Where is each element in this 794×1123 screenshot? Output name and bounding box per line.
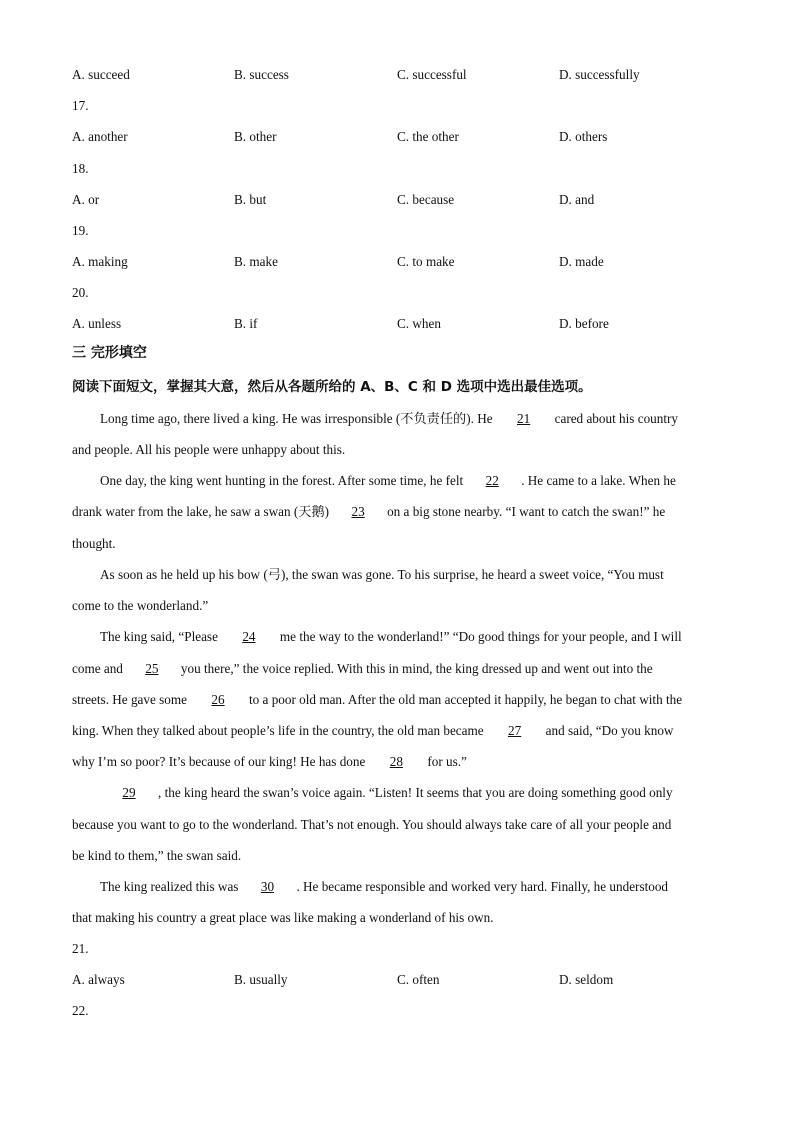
passage-line: thought. (72, 536, 116, 551)
option-a: A. succeed (72, 67, 130, 82)
passage-line: be kind to them,” the swan said. (72, 848, 242, 863)
passage-line (100, 784, 720, 802)
text: for us.” (427, 754, 467, 769)
text: . He became responsible and worked very hard. Finally, he understood (296, 879, 669, 894)
blank-25: 25 (145, 661, 159, 676)
passage-line (100, 878, 720, 896)
blank-29: 29 (122, 785, 136, 800)
text: The king realized this was (100, 879, 239, 894)
section-instruction: 阅读下面短文，掌握其大意，然后从各题所给的 A、B、C 和 D 选项中选出最佳选项。 (72, 379, 592, 395)
passage-line: come to the wonderland.” (72, 598, 209, 613)
question-number: 22. (72, 1003, 89, 1018)
text: you there,” the voice replied. With this in mind, the king dressed up and went out into the (180, 661, 653, 676)
blank-23: 23 (351, 504, 365, 519)
text: why I’m so poor? It’s because of our king! He has done (72, 754, 366, 769)
question-19-options (72, 253, 732, 271)
blank-30: 30 (260, 879, 275, 894)
passage-line (100, 472, 720, 490)
blank-26: 26 (211, 692, 225, 707)
option-a: A. unless (72, 316, 122, 331)
section-title: 三 完形填空 (72, 345, 147, 361)
option-c: C. successful (397, 67, 467, 82)
question-21-options (72, 971, 732, 989)
option-b: B. other (234, 129, 277, 144)
question-16-options (72, 66, 732, 84)
passage-line: that making his country a great place was like making a wonderland of his own. (72, 910, 494, 925)
option-a: A. making (72, 254, 128, 269)
text: king. When they talked about people’s life in the country, the old man became (72, 723, 484, 738)
text: on a big stone nearby. “I want to catch the swan!” he (387, 504, 666, 519)
option-a: A. always (72, 972, 125, 987)
text: me the way to the wonderland!” “Do good things for your people, and I will (279, 629, 682, 644)
passage-line: and people. All his people were unhappy about this. (72, 442, 346, 457)
option-c: C. when (397, 316, 441, 331)
passage-line: because you want to go to the wonderland. That’s not enough. You should always take care of all your people and (72, 817, 672, 832)
blank-24: 24 (242, 629, 256, 644)
question-20-options (72, 315, 732, 333)
text: and said, “Do you know (545, 723, 674, 738)
option-a: A. another (72, 129, 128, 144)
passage-line (72, 503, 720, 521)
option-d: D. seldom (559, 972, 614, 987)
option-d: D. made (559, 254, 604, 269)
option-d: D. and (559, 192, 595, 207)
option-c: C. because (397, 192, 455, 207)
blank-21: 21 (517, 411, 531, 426)
option-b: B. success (234, 67, 289, 82)
option-c: C. to make (397, 254, 455, 269)
text: . He came to a lake. When he (521, 473, 676, 488)
passage-line (72, 691, 720, 709)
text: Long time ago, there lived a king. He was irresponsible (不负责任的). He (100, 411, 493, 426)
question-number: 19. (72, 223, 89, 238)
text: , the king heard the swan’s voice again. “Listen! It seems that you are doing something good only (158, 785, 673, 800)
text: come and (72, 661, 123, 676)
option-b: B. if (234, 316, 258, 331)
question-17-options (72, 128, 732, 146)
text: cared about his country (554, 411, 679, 426)
option-c: C. the other (397, 129, 459, 144)
option-a: A. or (72, 192, 100, 207)
blank-27: 27 (508, 723, 522, 738)
passage-line (72, 753, 720, 771)
option-d: D. before (559, 316, 609, 331)
blank-22: 22 (485, 473, 499, 488)
question-number: 20. (72, 285, 89, 300)
passage-line (72, 722, 720, 740)
passage-line: As soon as he held up his bow (弓), the swan was gone. To his surprise, he heard a sweet voice, “You must (100, 567, 664, 582)
option-d: D. others (559, 129, 608, 144)
option-b: B. usually (234, 972, 288, 987)
passage-line (100, 410, 720, 428)
option-c: C. often (397, 972, 440, 987)
text: The king said, “Please (100, 629, 218, 644)
text: One day, the king went hunting in the forest. After some time, he felt (100, 473, 464, 488)
text: drank water from the lake, he saw a swan (天鹅) (72, 504, 330, 519)
text: streets. He gave some (72, 692, 187, 707)
passage-line (100, 628, 720, 646)
option-d: D. successfully (559, 67, 640, 82)
question-number: 21. (72, 941, 89, 956)
text: to a poor old man. After the old man accepted it happily, he began to chat with the (249, 692, 683, 707)
passage-line (72, 660, 720, 678)
blank-28: 28 (389, 754, 403, 769)
question-18-options (72, 191, 732, 209)
option-b: B. but (234, 192, 267, 207)
question-number: 17. (72, 98, 89, 113)
option-b: B. make (234, 254, 278, 269)
question-number: 18. (72, 161, 89, 176)
